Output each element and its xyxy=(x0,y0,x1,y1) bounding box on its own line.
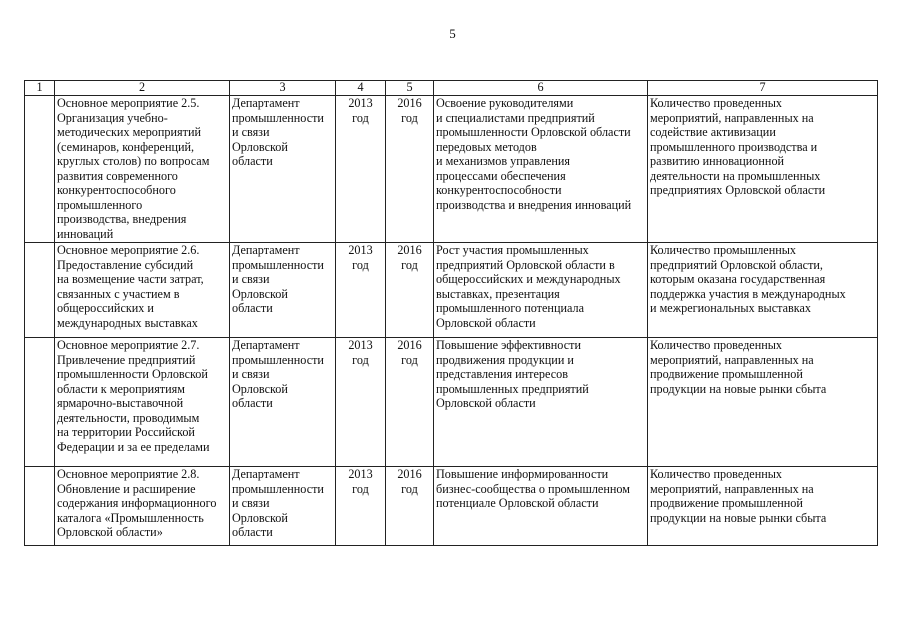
header-col-7: 7 xyxy=(648,81,878,96)
end-year-cell: 2016 год xyxy=(386,338,434,467)
table-row xyxy=(25,338,878,467)
page-number: 5 xyxy=(449,26,456,41)
executor-cell: Департамент промышленности и связи Орловской области xyxy=(230,96,336,243)
indicator-cell: Количество проведенных мероприятий, направленных на содействие активизации промышленного производства и развитию инновационной деятельности на промышленных предприятиях Орловской области xyxy=(648,96,878,243)
expected-result-cell: Повышение эффективности продвижения продукции и представления интересов промышленных предприятий Орловской области xyxy=(434,338,648,467)
executor-cell: Департамент промышленности и связи Орловской области xyxy=(230,467,336,546)
indicator-cell: Количество промышленных предприятий Орловской области, которым оказана государственная поддержка участия в международных и межрегиональных выставках xyxy=(648,243,878,338)
table-row xyxy=(25,243,878,338)
indicator-cell: Количество проведенных мероприятий, направленных на продвижение промышленной продукции на новые рынки сбыта xyxy=(648,467,878,546)
header-col-2: 2 xyxy=(55,81,230,96)
row-number-cell xyxy=(25,467,55,546)
header-col-4: 4 xyxy=(336,81,386,96)
program-events-table xyxy=(24,80,878,546)
event-cell: Основное мероприятие 2.7. Привлечение предприятий промышленности Орловской области к мероприятиям ярмарочно-выставочной деятельности, проводимым на территории Российской Федерации и за ее пределами xyxy=(55,338,230,467)
end-year-cell: 2016 год xyxy=(386,96,434,243)
event-cell: Основное мероприятие 2.5. Организация учебно- методических мероприятий (семинаров, конференций, круглых столов) по вопросам развития современного конкурентоспособного промышленного производства, внедрения инноваций xyxy=(55,96,230,243)
start-year-cell: 2013 год xyxy=(336,338,386,467)
row-number-cell xyxy=(25,243,55,338)
header-col-6: 6 xyxy=(434,81,648,96)
header-col-1: 1 xyxy=(25,81,55,96)
header-row xyxy=(25,81,878,96)
end-year-cell: 2016 год xyxy=(386,467,434,546)
expected-result-cell: Освоение руководителями и специалистами предприятий промышленности Орловской области передовых методов и механизмов управления процессами обеспечения конкурентоспособности производства и внедрения инноваций xyxy=(434,96,648,243)
start-year-cell: 2013 год xyxy=(336,467,386,546)
table-row xyxy=(25,96,878,243)
expected-result-cell: Рост участия промышленных предприятий Орловской области в общероссийских и международных выставках, презентация промышленного потенциала Орловской области xyxy=(434,243,648,338)
executor-cell: Департамент промышленности и связи Орловской области xyxy=(230,243,336,338)
event-cell: Основное мероприятие 2.8. Обновление и расширение содержания информационного каталога «Промышленность Орловской области» xyxy=(55,467,230,546)
header-col-5: 5 xyxy=(386,81,434,96)
expected-result-cell: Повышение информированности бизнес-сообщества о промышленном потенциале Орловской области xyxy=(434,467,648,546)
header-col-3: 3 xyxy=(230,81,336,96)
row-number-cell xyxy=(25,96,55,243)
indicator-cell: Количество проведенных мероприятий, направленных на продвижение промышленной продукции на новые рынки сбыта xyxy=(648,338,878,467)
executor-cell: Департамент промышленности и связи Орловской области xyxy=(230,338,336,467)
row-number-cell xyxy=(25,338,55,467)
start-year-cell: 2013 год xyxy=(336,243,386,338)
table-row xyxy=(25,467,878,546)
end-year-cell: 2016 год xyxy=(386,243,434,338)
start-year-cell: 2013 год xyxy=(336,96,386,243)
event-cell: Основное мероприятие 2.6. Предоставление субсидий на возмещение части затрат, связанных с участием в общероссийских и международных выставках xyxy=(55,243,230,338)
